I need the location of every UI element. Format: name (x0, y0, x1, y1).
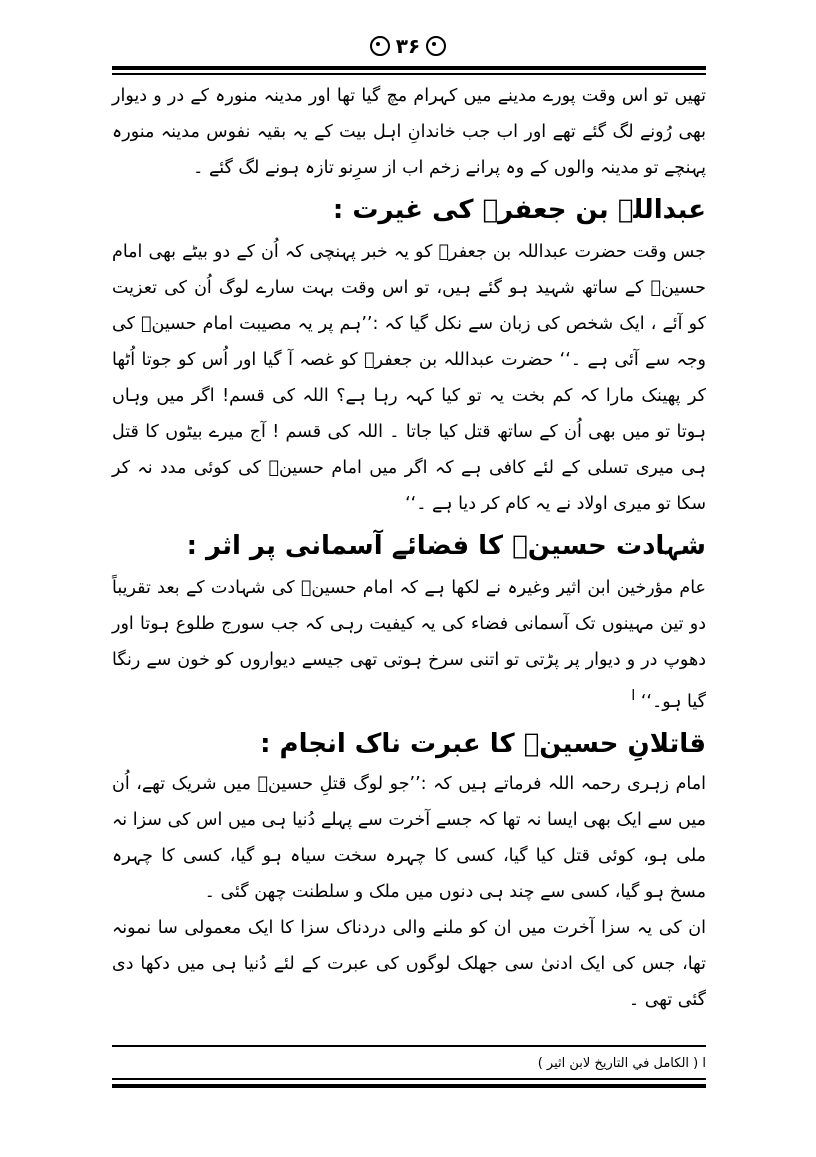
footnote-text: ( الكامل في التاريخ لابن اثير ) (537, 1056, 699, 1071)
paragraph-3 (112, 570, 706, 720)
header-rule-thin (112, 73, 706, 75)
paragraph-4: امام زہری رحمہ اللہ فرماتے ہیں کہ :’’جو لوگ قتلِ حسینؓ میں شریک تھے، اُن میں سے ایک بھی ایسا نہ تھا کہ جسے آخرت سے پہلے دُنیا ہی میں اس کی سزا نہ ملی ہو، کوئی قتل کیا گیا، کسی کا چہرہ سخت سیاہ ہو گیا، کسی کا چہرہ مسخ ہو گیا، کسی سے چند ہی دنوں میں ملک و سلطنت چھن گئی ۔ (112, 773, 706, 902)
ornament-left-icon (426, 36, 446, 56)
paragraph-5: ان کی یہ سزا آخرت میں ان کو ملنے والی دردناک سزا کا ایک معمولی سا نمونہ تھا، جس کی ایک ادنیٰ سی جھلک لوگوں کی عبرت کے لئے دُنیا ہی میں دکھا دی گئی تھی ۔ (112, 917, 706, 1010)
heading-abdullah-ghairat: عبداللہ بن جعفرؓ کی غیرت : (332, 195, 706, 225)
footnote-marker: ا (702, 1056, 706, 1071)
footnote-reference[interactable]: ا (631, 687, 636, 704)
footnote-rule (112, 1045, 706, 1047)
header-rule-thick (112, 66, 706, 70)
paragraph-3-text: عام مؤرخین ابن اثیر وغیرہ نے لکھا ہے کہ امام حسینؓ کی شہادت کے بعد تقریباً دو تین مہینوں تک آسمانی فضاء کی یہ کیفیت رہی کہ جب سورج طلوع ہوتا اور دھوپ در و دیوار پر پڑتی تو اتنی سرخ ہوتی تھی جیسے دیواروں کو خون سے رنگا گیا ہو۔‘‘ (112, 578, 706, 712)
ornament-right-icon (370, 36, 390, 56)
page-number: ۳۶ (395, 34, 421, 58)
page-number-ornament (358, 30, 458, 62)
body-text (112, 78, 706, 1018)
heading-qatilan-anjam: قاتلانِ حسینؓ کا عبرت ناک انجام : (260, 728, 706, 759)
paragraph-1: تھیں تو اس وقت پورے مدینے میں کہرام مچ گیا تھا اور مدینہ منورہ کے در و دیوار بھی رُونے لگ گئے تھے اور اب جب خاندانِ اہل بیت کے یہ بقیہ نفوس مدینہ منورہ پہنچے تو مدینہ والوں کے وہ پرانے زخم اب از سرِنو تازہ ہونے لگ گئے ۔ (112, 86, 706, 178)
footnote (112, 1054, 706, 1074)
heading-shahadat-asar: شہادت حسینؓ کا فضائے آسمانی پر اثر : (186, 531, 706, 561)
footer-rule-thin (112, 1078, 706, 1080)
paragraph-2: جس وقت حضرت عبداللہ بن جعفرؓ کو یہ خبر پہنچی کہ اُن کے دو بیٹے بھی امام حسینؓ کے ساتھ شہید ہو گئے ہیں، تو اس وقت بہت سارے لوگ اُن کی تعزیت کو آئے ، ایک شخص کی زبان سے نکل گیا کہ :’’ہم پر یہ مصیبت امام حسینؓ کی وجہ سے آئی ہے ۔‘‘ حضرت عبداللہ بن جعفرؓ کو غصہ آ گیا اور اُس کو جوتا اُٹھا کر پھینک مارا کہ کم بخت یہ تو کیا کہہ رہا ہے؟ اللہ کی قسم! اگر میں وہاں ہوتا تو میں بھی اُن کے ساتھ قتل کیا جاتا ۔ اللہ کی قسم ! آج میرے بیٹوں کا قتل ہی میری تسلی کے لئے کافی ہے کہ اگر میں امام حسینؓ کی کوئی مدد نہ کر سکا تو میری اولاد نے یہ کام کر دیا ہے ۔‘‘ (112, 242, 706, 514)
footer-rule-thick (112, 1084, 706, 1088)
